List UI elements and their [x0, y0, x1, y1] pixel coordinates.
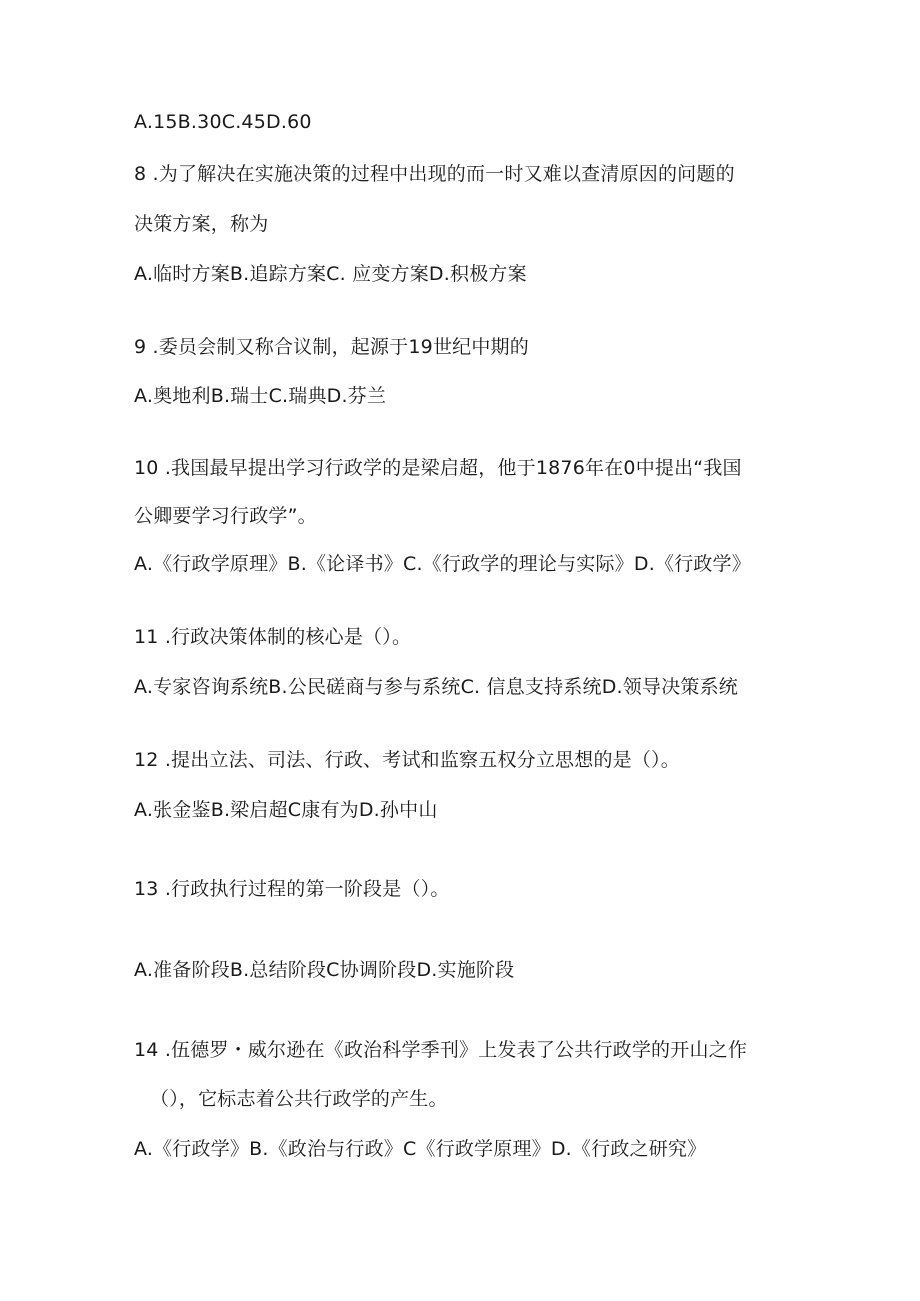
- q14-options: A.《行政学》B.《政治与行政》C《行政学原理》D.《行政之研究》: [134, 1138, 707, 1160]
- q10-stem-line2: 公卿要学习行政学”。: [134, 505, 317, 527]
- q8-stem-line2: 决策方案，称为: [134, 213, 269, 235]
- q14-stem-line1: 14 .伍德罗・威尔逊在《政治科学季刊》上发表了公共行政学的开山之作: [134, 1039, 748, 1061]
- q13-options: A.准备阶段B.总结阶段C协调阶段D.实施阶段: [134, 959, 515, 981]
- q14-stem-line2: （），它标志着公共行政学的产生。: [150, 1088, 448, 1110]
- q9-options: A.奥地利B.瑞士C.瑞典D.芬兰: [134, 385, 387, 407]
- q13-stem: 13 .行政执行过程的第一阶段是（）。: [134, 878, 450, 900]
- q10-stem-line1: 10 .我国最早提出学习行政学的是梁启超，他于1876年在0中提出“我国: [134, 457, 742, 479]
- q9-stem: 9 .委员会制又称合议制，起源于19世纪中期的: [134, 336, 529, 358]
- q11-stem: 11 .行政决策体制的核心是（）。: [134, 626, 412, 648]
- q7-options: A.15B.30C.45D.60: [134, 111, 312, 133]
- q12-options: A.张金鉴B.梁启超C康有为D.孙中山: [134, 799, 438, 821]
- q10-options: A.《行政学原理》B.《论译书》C.《行政学的理论与实际》D.《行政学》: [134, 553, 751, 575]
- q8-options: A.临时方案B.追踪方案C. 应变方案D.积极方案: [134, 263, 527, 285]
- q12-stem: 12 .提出立法、司法、行政、考试和监察五权分立思想的是（）。: [134, 749, 680, 771]
- q11-options: A.专家咨询系统B.公民磋商与参与系统C. 信息支持系统D.领导决策系统: [134, 676, 738, 698]
- q8-stem-line1: 8 .为了解决在实施决策的过程中出现的而一时又难以查清原因的问题的: [134, 163, 735, 185]
